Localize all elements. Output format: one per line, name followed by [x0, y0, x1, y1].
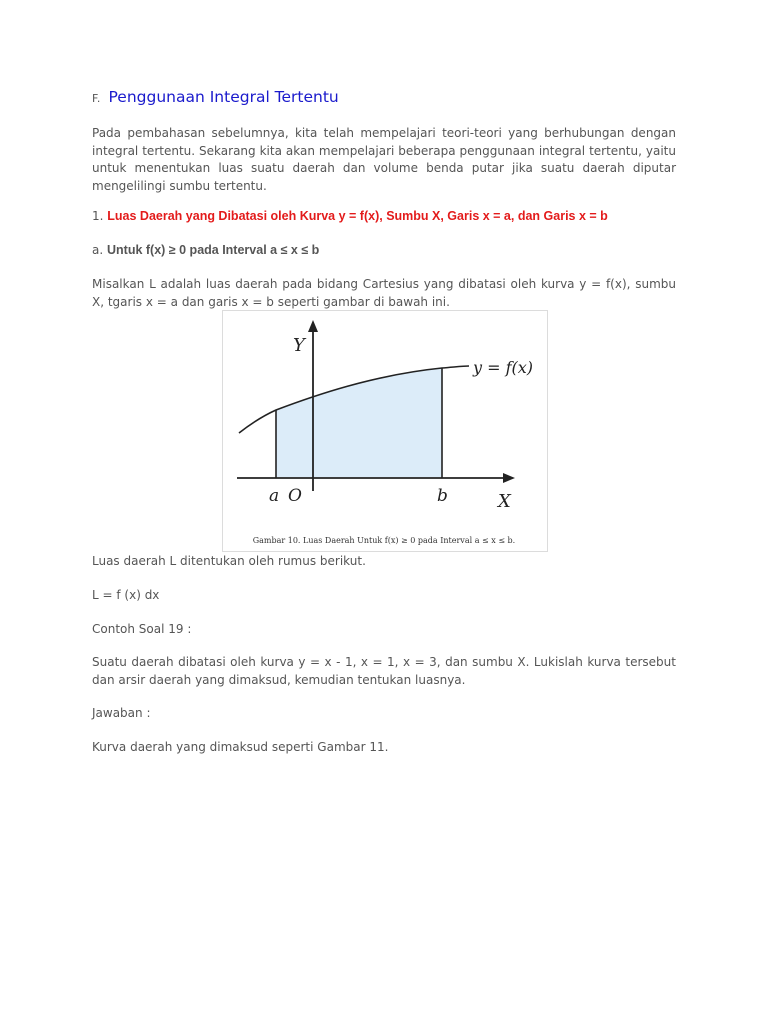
- section-prefix: F.: [92, 92, 101, 105]
- a-label: a: [269, 486, 280, 506]
- b-label: b: [437, 486, 448, 506]
- subsection-number: 1.: [92, 209, 104, 223]
- y-axis-arrow: [308, 320, 318, 332]
- formula-intro: Luas daerah L ditentukan oleh rumus berikut.: [92, 554, 366, 568]
- section-title: Penggunaan Integral Tertentu: [108, 88, 339, 106]
- case-a-label: a.: [92, 243, 104, 257]
- answer-label: Jawaban :: [92, 706, 151, 720]
- answer-text: Kurva daerah yang dimaksud seperti Gambar 11.: [92, 740, 389, 754]
- example-text: Suatu daerah dibatasi oleh kurva y = x - 1, x = 1, x = 3, dan sumbu X. Lukislah kurva tersebut dan arsir daerah yang dimaksud, kemudian tentukan luasnya.: [92, 655, 676, 687]
- figure-caption: Gambar 10. Luas Daerah Untuk f(x) ≥ 0 pada Interval a ≤ x ≤ b.: [252, 536, 516, 545]
- formula: L = f (x) dx: [92, 588, 160, 602]
- subsection-heading: [92, 209, 608, 223]
- subsection-title: Luas Daerah yang Dibatasi oleh Kurva y = f(x), Sumbu X, Garis x = a, dan Garis x = b: [107, 209, 608, 223]
- case-a-heading: [92, 243, 319, 257]
- figure-area-under-curve: [222, 310, 548, 552]
- curve-label: y = f(x): [473, 358, 534, 377]
- case-a-title: Untuk f(x) ≥ 0 pada Interval a ≤ x ≤ b: [107, 243, 320, 257]
- y-axis-label: Y: [293, 335, 305, 356]
- figure-graph: [223, 311, 547, 551]
- intro-paragraph: Pada pembahasan sebelumnya, kita telah mempelajari teori-teori yang berhubungan dengan integral tertentu. Sekarang kita akan mempelajari beberapa penggunaan integral tertentu, yaitu untuk menentukan luas suatu daerah dan volume benda putar jika suatu daerah diputar mengelilingi sumbu tertentu.: [92, 126, 676, 193]
- section-heading: [92, 88, 339, 106]
- x-axis-arrow: [503, 473, 515, 483]
- description-paragraph: Misalkan L adalah luas daerah pada bidang Cartesius yang dibatasi oleh kurva y = f(x), sumbu X, tgaris x = a dan garis x = b seperti gambar di bawah ini.: [92, 277, 676, 309]
- x-axis-label: X: [498, 491, 511, 512]
- example-title: Contoh Soal 19 :: [92, 622, 192, 636]
- origin-label: O: [288, 486, 302, 506]
- shaded-area: [276, 368, 442, 477]
